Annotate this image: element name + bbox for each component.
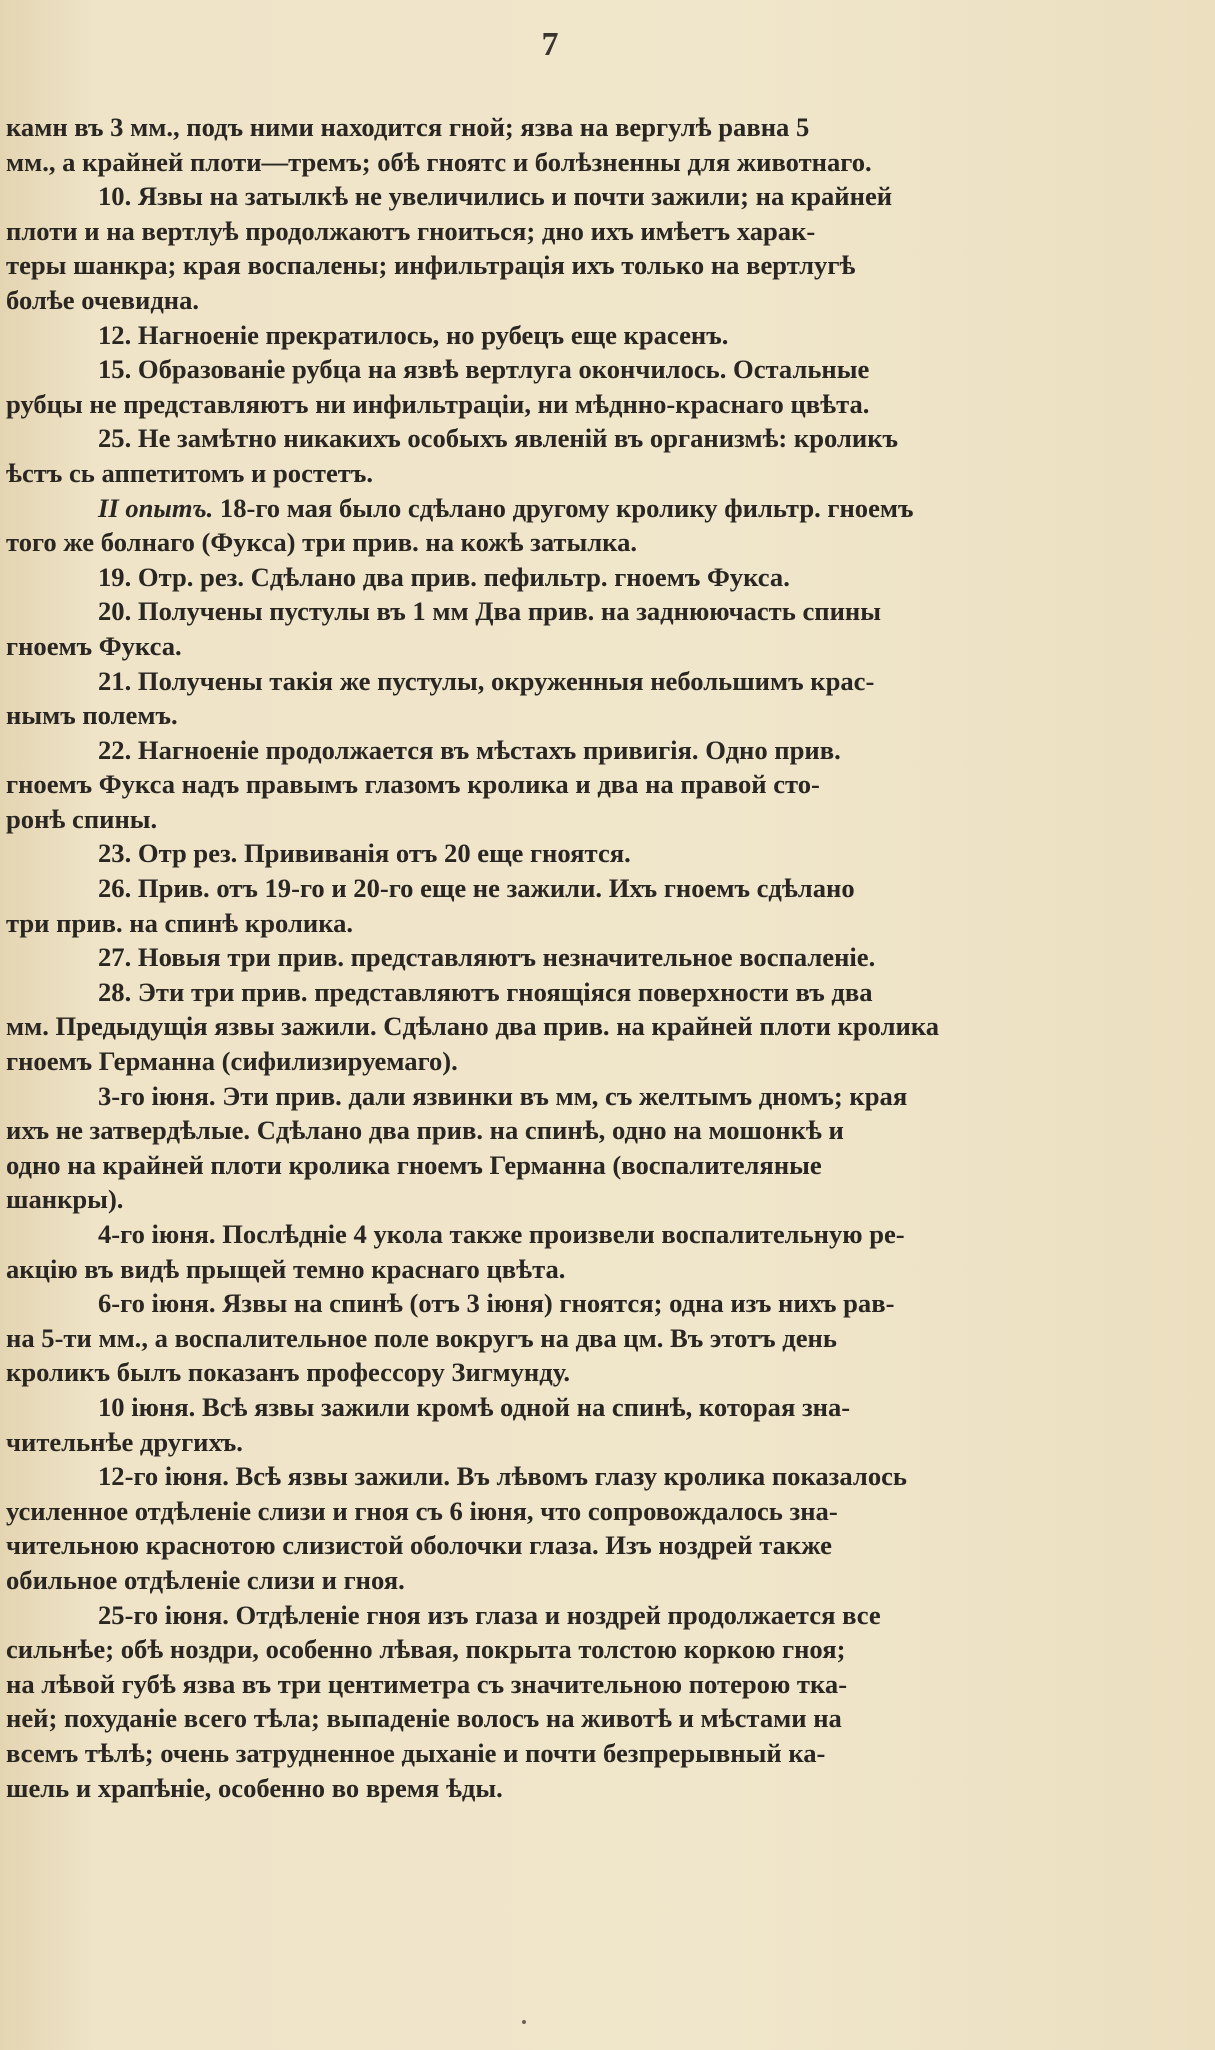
text-line (6, 1771, 1096, 1806)
text-line (6, 1459, 1096, 1494)
text-line (6, 456, 1096, 491)
line-text: гноемъ Фукса надъ правымъ глазомъ кролика и два на правой сто- (6, 769, 820, 800)
text-line (6, 283, 1096, 318)
text-line (6, 664, 1096, 699)
line-text: 12-го іюня. Всѣ язвы зажили. Въ лѣвомъ глазу кролика показалось (98, 1461, 907, 1492)
text-line (6, 352, 1096, 387)
line-text: усиленное отдѣленіе слизи и гноя съ 6 іюня, что сопровождалось зна- (6, 1495, 838, 1526)
line-text: 21. Получены такія же пустулы, окруженныя небольшимъ крас- (98, 665, 875, 696)
text-line (6, 1528, 1096, 1563)
line-text: болѣе очевидна. (6, 284, 200, 315)
text-line (6, 1217, 1096, 1252)
text-line (6, 940, 1096, 975)
text-line (6, 1079, 1096, 1114)
line-text: мм., а крайней плоти—тремъ; обѣ гноятс и болѣзненны для животнаго. (6, 146, 872, 177)
line-text: 25. Не замѣтно никакихъ особыхъ явленій въ организмѣ: кроликъ (98, 423, 899, 454)
text-line (6, 1321, 1096, 1356)
text-line (6, 1148, 1096, 1183)
text-line (6, 733, 1096, 768)
text-line (6, 214, 1096, 249)
text-line (6, 1390, 1096, 1425)
line-text: чительнѣе другихъ. (6, 1426, 243, 1457)
line-text: 26. Прив. отъ 19-го и 20-го еще не зажили. Ихъ гноемъ сдѣлано (98, 873, 855, 904)
line-text: чительною краснотою слизистой оболочки глаза. Изъ ноздрей также (6, 1530, 832, 1561)
line-text: 3-го іюня. Эти прив. дали язвинки въ мм, съ желтымъ дномъ; края (98, 1080, 908, 1111)
line-text: на лѣвой губѣ язва въ три центиметра съ значительною потерою тка- (6, 1668, 848, 1699)
text-line (6, 802, 1096, 837)
line-text: нымъ полемъ. (6, 700, 178, 731)
line-text: ихъ не затвердѣлые. Сдѣлано два прив. на спинѣ, одно на мошонкѣ и (6, 1115, 844, 1146)
line-text: рубцы не представляютъ ни инфильтраціи, ни мѣднно-краснаго цвѣта. (6, 388, 870, 419)
line-text: 22. Нагноеніе продолжается въ мѣстахъ привигія. Одно прив. (98, 734, 841, 765)
line-text: плоти и на вертлуѣ продолжаютъ гноиться; дно ихъ имѣетъ харак- (6, 215, 816, 246)
text-line (6, 1563, 1096, 1598)
text-line (6, 906, 1096, 941)
line-text: мм. Предыдущія язвы зажили. Сдѣлано два прив. на крайней плоти кролика (6, 1011, 940, 1042)
line-text: 27. Новыя три прив. представляютъ незначительное воспаленіе. (98, 942, 876, 973)
text-line (6, 421, 1096, 456)
line-text: кроликъ былъ показанъ профессору Зигмунду. (6, 1357, 570, 1388)
text-line (6, 1044, 1096, 1079)
text-line (6, 1425, 1096, 1460)
text-line (6, 145, 1096, 180)
text-line (6, 525, 1096, 560)
text-line (6, 1355, 1096, 1390)
text-line (6, 698, 1096, 733)
text-line (6, 1252, 1096, 1287)
line-text: акцію въ видѣ прыщей темно краснаго цвѣта. (6, 1253, 566, 1284)
line-text: 18-го мая было сдѣлано другому кролику фильтр. гноемъ (219, 492, 914, 523)
text-line (6, 1632, 1096, 1667)
text-line (6, 1113, 1096, 1148)
line-text: гноемъ Германна (сифилизируемаго). (6, 1046, 458, 1077)
text-line (6, 836, 1096, 871)
experiment-heading: II опытъ. (98, 492, 220, 523)
line-text: на 5-ти мм., а воспалительное поле вокругъ на два цм. Въ этотъ день (6, 1322, 837, 1353)
text-line (6, 1494, 1096, 1529)
line-text: 23. Отр рез. Прививанія отъ 20 еще гноятся. (98, 838, 631, 869)
line-text: ѣстъ сь аппетитомъ и ростетъ. (6, 457, 373, 488)
text-line (6, 1667, 1096, 1702)
line-text: 15. Образованіе рубца на язвѣ вертлуга окончилось. Остальные (98, 354, 870, 385)
line-text: сильнѣе; обѣ ноздри, особенно лѣвая, покрыта толстою коркою гноя; (6, 1634, 846, 1665)
text-line (6, 975, 1096, 1010)
text-line (6, 387, 1096, 422)
text-line (6, 560, 1096, 595)
line-text: 4-го іюня. Послѣдніе 4 укола также произвели воспалительную ре- (98, 1219, 905, 1249)
text-line (6, 871, 1096, 906)
line-text: одно на крайней плоти кролика гноемъ Германна (воспалителяные (6, 1149, 822, 1180)
text-line (6, 179, 1096, 214)
line-text: 10 іюня. Всѣ язвы зажили кромѣ одной на спинѣ, которая зна- (98, 1391, 851, 1422)
text-line (6, 1182, 1096, 1217)
line-text: теры шанкра; края воспалены; инфильтрація ихъ только на вертлугѣ (6, 250, 856, 281)
line-text: гноемъ Фукса. (6, 630, 182, 661)
line-text: 20. Получены пустулы въ 1 мм Два прив. на заднюючасть спины (98, 596, 881, 627)
line-text: 19. Отр. рез. Сдѣлано два прив. пефильтр. гноемъ Фукса. (98, 561, 790, 592)
text-line (6, 1286, 1096, 1321)
line-text: 25-го іюня. Отдѣленіе гноя изъ глаза и ноздрей продолжается все (98, 1599, 881, 1630)
line-text: шель и храпѣніе, особенно во время ѣды. (6, 1772, 503, 1803)
text-line (6, 1598, 1096, 1633)
line-text: три прив. на спинѣ кролика. (6, 907, 354, 938)
text-line (6, 629, 1096, 664)
speck-mark (522, 2020, 526, 2024)
body-text (6, 110, 1096, 1805)
line-text: 10. Язвы на затылкѣ не увеличились и почти зажили; на крайней (98, 181, 893, 212)
text-line (6, 1009, 1096, 1044)
line-text: всемъ тѣлѣ; очень затрудненное дыханіе и почти безпрерывный ка- (6, 1737, 826, 1768)
text-line (6, 594, 1096, 629)
line-text: шанкры). (6, 1184, 124, 1215)
line-text: того же болнаго (Фукса) три прив. на кожѣ затылка. (6, 527, 638, 558)
text-line (6, 767, 1096, 802)
line-text: 28. Эти три прив. представляютъ гноящіяся поверхности въ два (98, 976, 873, 1007)
page-number: 7 (541, 26, 559, 63)
line-text: 6-го іюня. Язвы на спинѣ (отъ 3 іюня) гноятся; одна изъ нихъ рав- (98, 1288, 895, 1319)
line-text: ней; похуданіе всего тѣла; выпаденіе волосъ на животѣ и мѣстами на (6, 1703, 842, 1734)
line-text: 12. Нагноеніе прекратилось, но рубецъ еще красенъ. (98, 319, 729, 350)
line-text: камн въ 3 мм., подъ ними находится гной; язва на вергулѣ равна 5 (6, 112, 810, 142)
text-line (6, 318, 1096, 353)
text-line (6, 110, 1096, 145)
text-line (6, 1736, 1096, 1771)
text-line (6, 491, 1096, 526)
text-line (6, 1701, 1096, 1736)
line-text: обильное отдѣленіе слизи и гноя. (6, 1564, 405, 1595)
text-line (6, 248, 1096, 283)
line-text: ронѣ спины. (6, 803, 158, 834)
